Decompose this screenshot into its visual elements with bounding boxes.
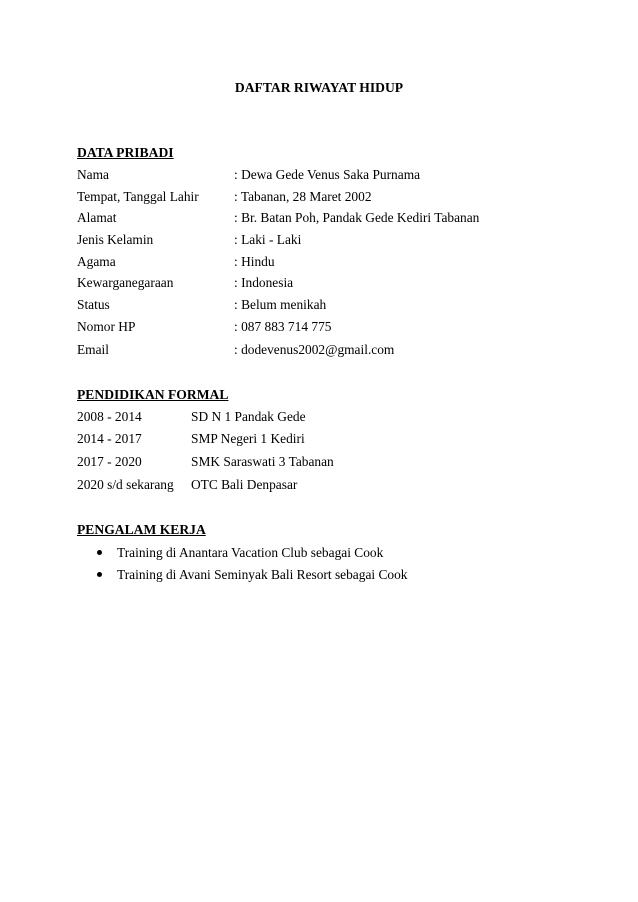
personal-label: Email (77, 342, 109, 357)
experience-text: Training di Anantara Vacation Club sebagai Cook (117, 545, 384, 560)
personal-label: Alamat (77, 210, 117, 225)
education-school: SMP Negeri 1 Kediri (191, 431, 305, 446)
personal-value: : Br. Batan Poh, Pandak Gede Kediri Tabanan (234, 210, 480, 225)
personal-label: Nomor HP (77, 319, 136, 334)
personal-label: Status (77, 297, 110, 312)
education-school: SD N 1 Pandak Gede (191, 409, 306, 424)
education-school: SMK Saraswati 3 Tabanan (191, 454, 334, 469)
section-heading-experience: PENGALAM KERJA (77, 522, 206, 537)
personal-value: : Dewa Gede Venus Saka Purnama (234, 167, 421, 182)
personal-label: Nama (77, 167, 109, 182)
education-period: 2014 - 2017 (77, 431, 142, 446)
personal-value: : dodevenus2002@gmail.com (234, 342, 395, 357)
personal-label: Jenis Kelamin (77, 232, 154, 247)
education-period: 2008 - 2014 (77, 409, 142, 424)
education-period: 2017 - 2020 (77, 454, 142, 469)
personal-value: : Belum menikah (234, 297, 327, 312)
personal-label: Tempat, Tanggal Lahir (77, 189, 199, 204)
personal-value: : Tabanan, 28 Maret 2002 (234, 189, 372, 204)
education-period: 2020 s/d sekarang (77, 477, 174, 492)
personal-value: : Indonesia (234, 275, 294, 290)
personal-value: : Hindu (234, 254, 275, 269)
section-heading-education: PENDIDIKAN FORMAL (77, 387, 229, 402)
section-heading-personal: DATA PRIBADI (77, 145, 174, 160)
bullet-icon (97, 572, 102, 577)
education-school: OTC Bali Denpasar (191, 477, 298, 492)
personal-label: Kewarganegaraan (77, 275, 174, 290)
experience-text: Training di Avani Seminyak Bali Resort sebagai Cook (117, 567, 408, 582)
personal-value: : Laki - Laki (234, 232, 302, 247)
document-title: DAFTAR RIWAYAT HIDUP (234, 80, 404, 95)
personal-value: : 087 883 714 775 (234, 319, 332, 334)
bullet-icon (97, 550, 102, 555)
personal-label: Agama (77, 254, 116, 269)
